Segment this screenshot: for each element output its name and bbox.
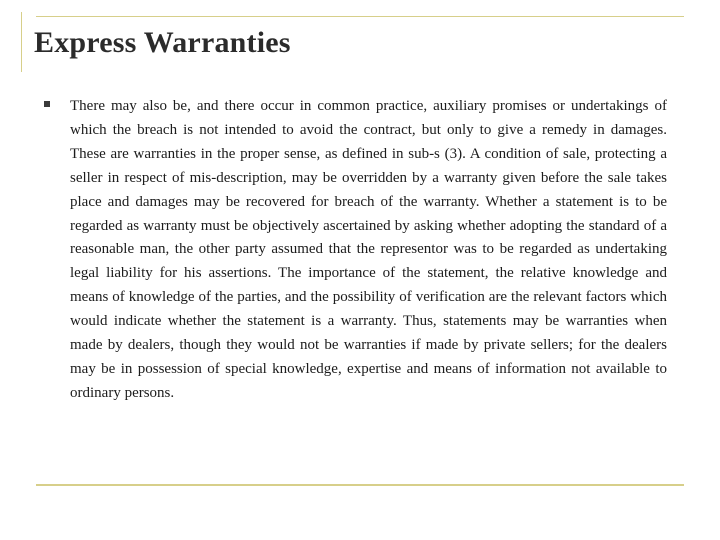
bullet-item bbox=[44, 95, 668, 406]
top-rule-line bbox=[36, 16, 684, 17]
left-rule-line bbox=[21, 12, 22, 72]
square-bullet-icon bbox=[44, 101, 50, 107]
slide-title: Express Warranties bbox=[34, 26, 291, 59]
bullet-text: There may also be, and there occur in common practice, auxiliary promises or undertakings of which the breach is not intended to avoid the contract, but only to give a remedy in damages. These are warranties in the proper sense, as defined in sub-s (3). A condition of sale, protecting a seller in respect of mis-description, may be overridden by a warranty given before the sale takes place and damages may be recovered for breach of the warranty. Whether a statement is to be regarded as warranty must be objectively ascertained by asking whether adopting the standard of a reasonable man, the other party assumed that the representor was to be regarded as undertaking legal liability for his assertions. The importance of the statement, the relative knowledge and means of knowledge of the parties, and the possibility of verification are the relevant factors which would indicate whether the statement is a warranty. Thus, statements may be warranties when made by dealers, though they would not be warranties if made by private sellers; for the dealers may be in possession of special knowledge, expertise and means of information not available to ordinary persons. bbox=[70, 98, 667, 401]
bottom-rule-line bbox=[36, 484, 684, 486]
